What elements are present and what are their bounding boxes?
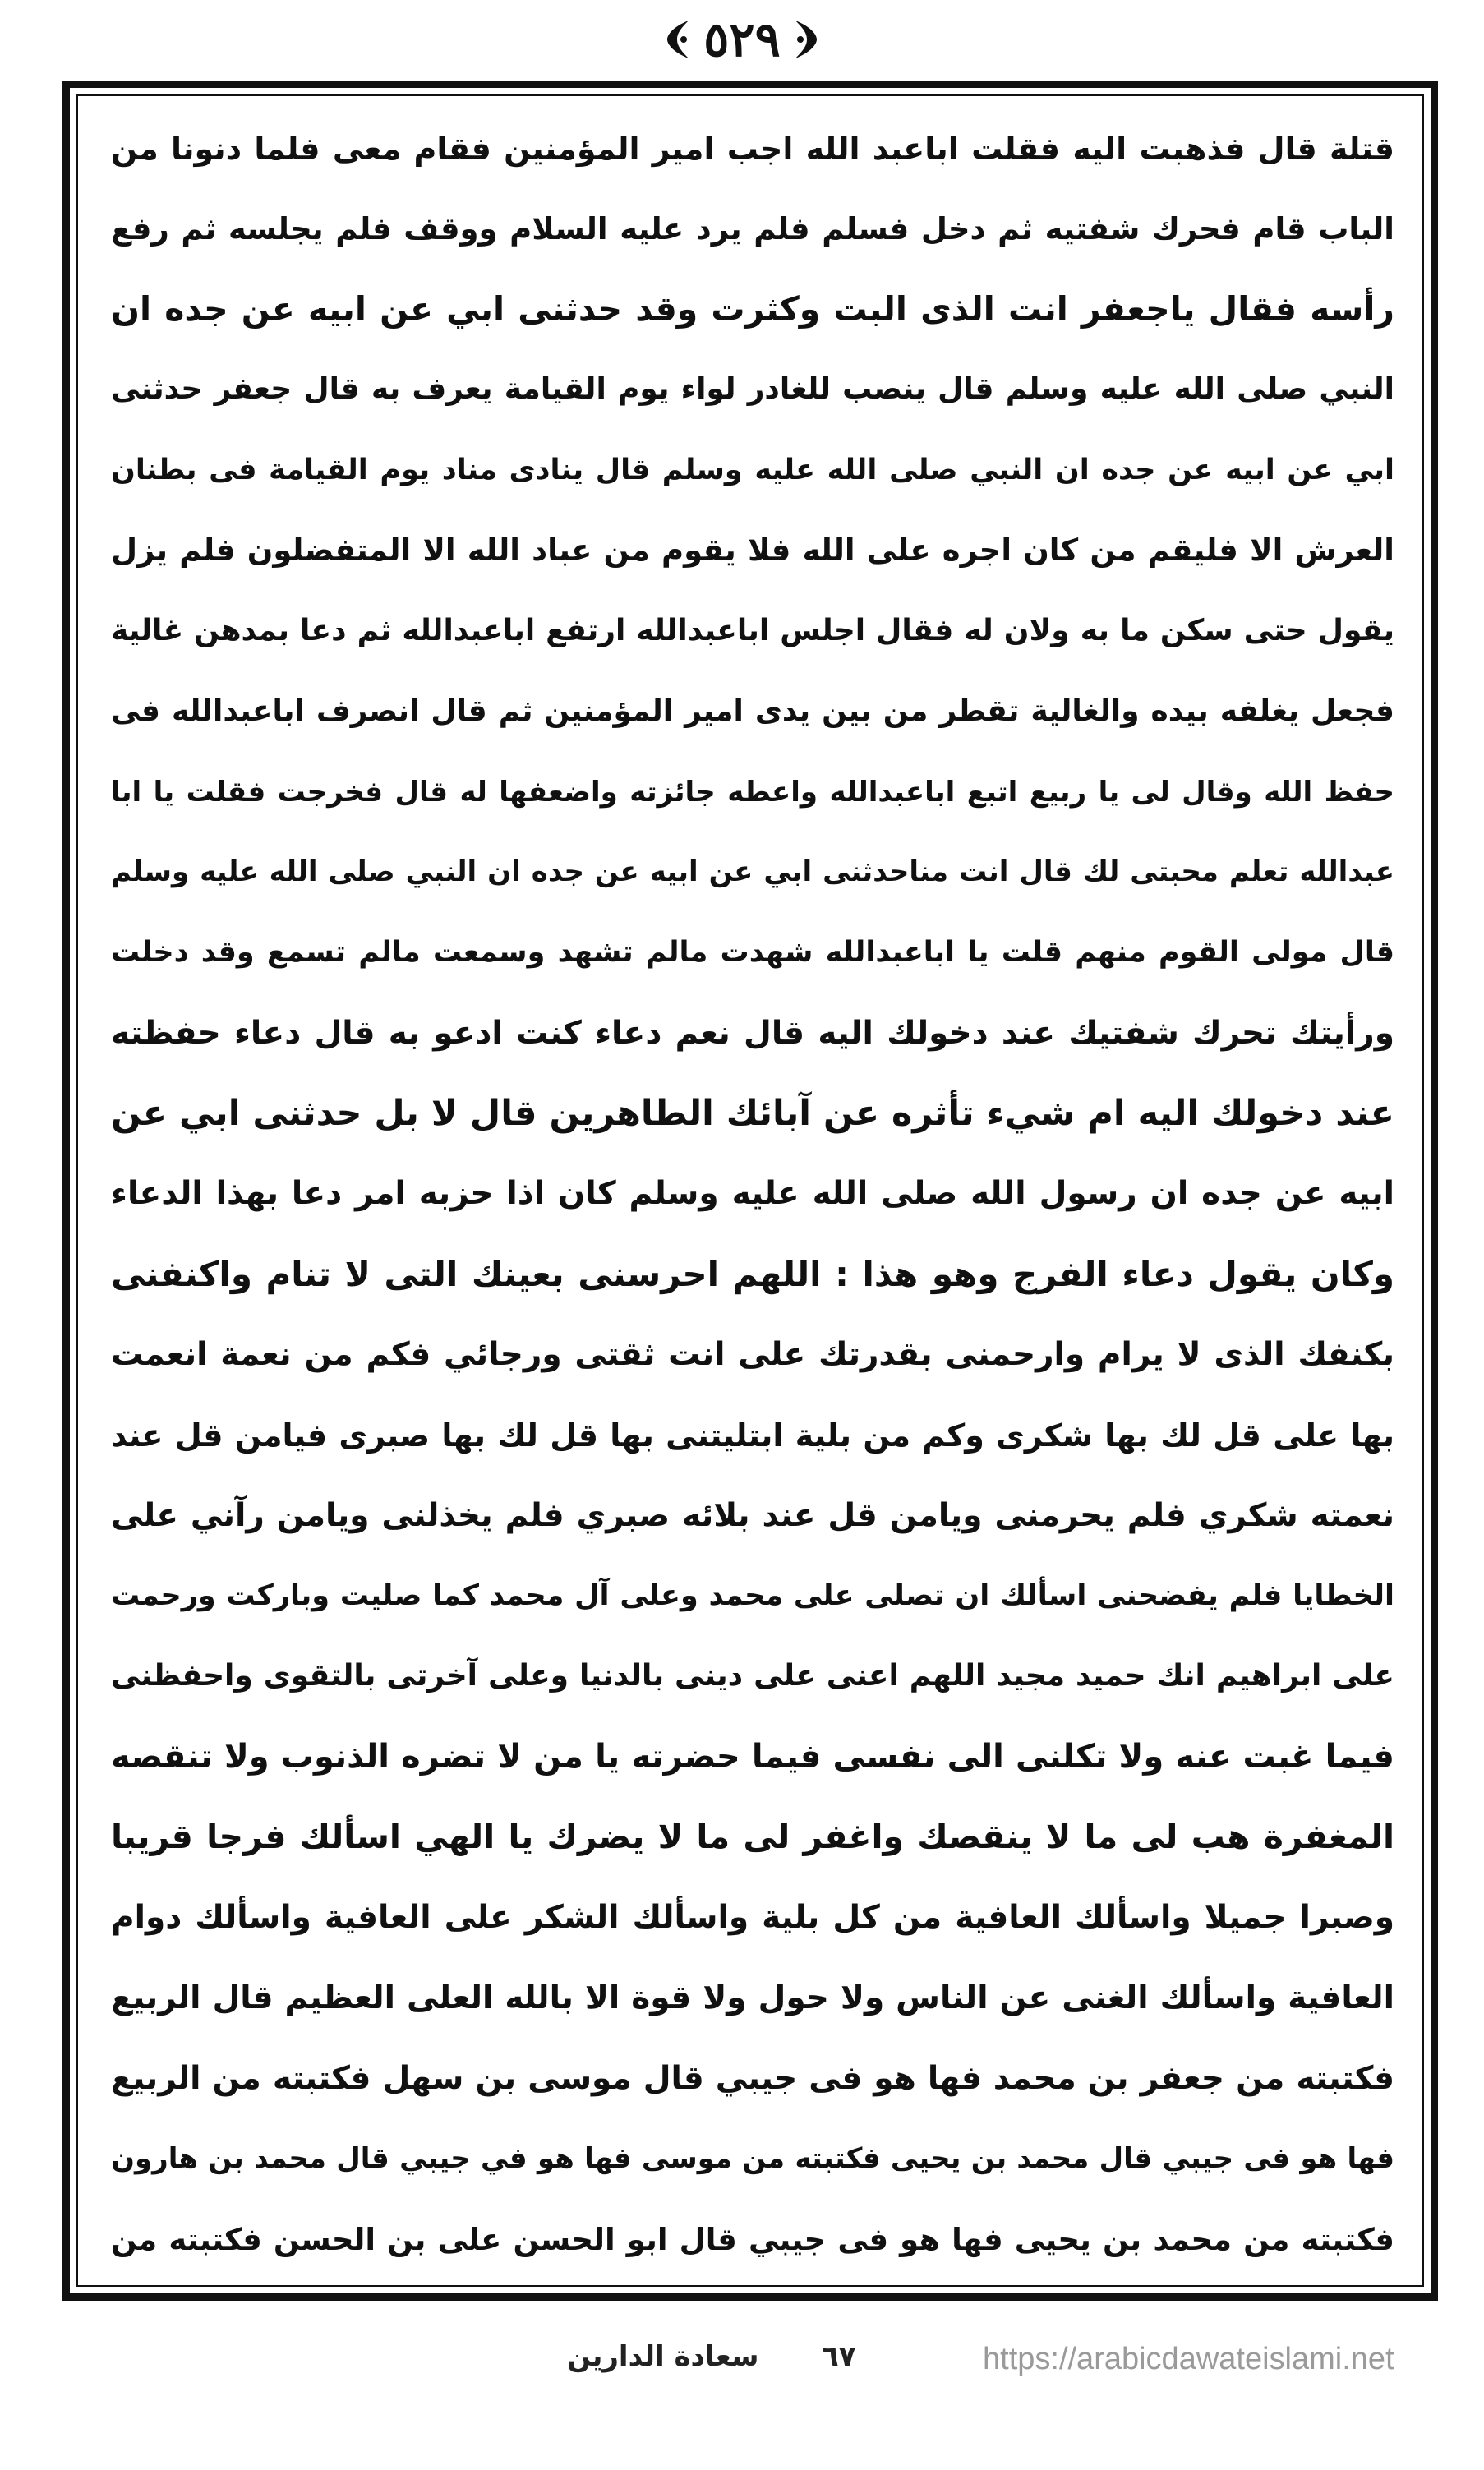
text-line: فكتبته من محمد بن يحيى فها هو فى جيبي قال ابو الحسن على بن الحسن فكتبته من: [111, 2221, 1394, 2257]
watermark-url[interactable]: https://arabicdawateislami.net: [983, 2342, 1394, 2376]
page-frame: [62, 81, 1438, 2301]
text-line: وصبرا جميلا واسألك العافية من كل بلية واسألك الشكر على العافية واسألك دوام: [111, 1899, 1394, 1937]
text-line: فجعل يغلفه بيده والغالية تقطر من بين يدى امير المؤمنين ثم قال انصرف اباعبدالله فى: [111, 694, 1394, 728]
text-line: على ابراهيم انك حميد مجيد اللهم اعنى على دينى بالدنيا وعلى آخرتى بالتقوى واحفظنى: [111, 1659, 1394, 1694]
text-line: رأسه فقال ياجعفر انت الذى البت وكثرت وقد حدثنى ابي عن ابيه عن جده ان: [111, 288, 1394, 329]
left-ornament-icon: [664, 17, 692, 62]
body-text: [111, 111, 1394, 2277]
text-line: العافية واسألك الغنى عن الناس ولا حول ولا قوة الا بالله العلى العظيم قال الربيع: [111, 1979, 1394, 2017]
text-line: بها على قل لك بها شكرى وكم من بلية ابتليتنى بها قل لك بها صبرى فيامن قل عند: [111, 1417, 1394, 1454]
text-line: الخطايا فلم يفضحنى اسألك ان تصلى على محمد وعلى آل محمد كما صليت وباركت ورحمت: [111, 1578, 1394, 1612]
text-line: الباب قام فحرك شفتيه ثم دخل فسلم فلم يرد عليه السلام ووقف فلم يجلسه ثم رفع: [111, 210, 1394, 247]
text-line: النبي صلى الله عليه وسلم قال ينصب للغادر لواء يوم القيامة يعرف به قال جعفر حدثنى: [111, 372, 1394, 407]
footer-page-number: ٦٧: [822, 2340, 856, 2373]
text-line: بكنفك الذى لا يرام وارحمنى بقدرتك على انت ثقتى ورجائي فكم من نعمة انعمت: [111, 1336, 1394, 1374]
text-line: ابيه عن جده ان رسول الله صلى الله عليه وسلم كان اذا حزبه امر دعا بهذا الدعاء: [111, 1175, 1394, 1213]
text-line: عند دخولك اليه ام شيء تأثره عن آبائك الطاهرين قال لا بل حدثنى ابي عن: [111, 1092, 1394, 1134]
text-line: قال مولى القوم منهم قلت يا اباعبدالله شهدت مالم تشهد وسمعت مالم تسمع وقد دخلت: [111, 935, 1394, 969]
text-line: المغفرة هب لى ما لا ينقصك واغفر لى ما لا يضرك يا الهي اسألك فرجا قريبا: [111, 1817, 1394, 1857]
text-line: قتلة قال فذهبت اليه فقلت اباعبد الله اجب امير المؤمنين فقام معى فلما دنونا من: [111, 130, 1394, 167]
text-line: حفظ الله وقال لى يا ربيع اتبع اباعبدالله واعطه جائزته واضعفها له قال فخرجت فقلت يا ابا: [111, 775, 1394, 809]
text-line: فكتبته من جعفر بن محمد فها هو فى جيبي قال موسى بن سهل فكتبته من الربيع: [111, 2060, 1394, 2097]
text-line: يقول حتى سكن ما به ولان له فقال اجلس اباعبدالله ارتفع اباعبدالله ثم دعا بمدهن غالية: [111, 613, 1394, 647]
book-title: سعادة الدارين: [567, 2340, 759, 2373]
page-footer: [0, 2334, 1484, 2391]
text-line: وكان يقول دعاء الفرج وهو هذا : اللهم احرسنى بعينك التى لا تنام واكنفنى: [111, 1253, 1394, 1294]
text-line: العرش الا فليقم من كان اجره على الله فلا يقوم من عباد الله الا المتفضلون فلم يزل: [111, 532, 1394, 569]
text-line: ورأيتك تحرك شفتيك عند دخولك اليه قال نعم دعاء كنت ادعو به قال دعاء حفظته: [111, 1014, 1394, 1052]
page-header: [0, 0, 1484, 78]
text-line: نعمته شكري فلم يحرمنى ويامن قل عند بلائه صبري فلم يخذلنى ويامن رآني على: [111, 1496, 1394, 1534]
text-line: فها هو فى جيبي قال محمد بن يحيى فكتبته من موسى فها هو في جيبي قال محمد بن هارون: [111, 2142, 1394, 2176]
text-line: فيما غبت عنه ولا تكلنى الى نفسى فيما حضرته يا من لا تضره الذنوب ولا تنقصه: [111, 1738, 1394, 1776]
page-number-ornament: [664, 12, 819, 67]
text-line: ابي عن ابيه عن جده ان النبي صلى الله عليه وسلم قال ينادى مناد يوم القيامة فى بطنان: [111, 453, 1394, 486]
right-ornament-icon: [792, 17, 820, 62]
text-line: عبدالله تعلم محبتى لك قال انت مناحدثنى ابي عن ابيه عن جده ان النبي صلى الله عليه وسلم: [111, 855, 1394, 889]
page-number: ٥٢٩: [703, 11, 781, 67]
